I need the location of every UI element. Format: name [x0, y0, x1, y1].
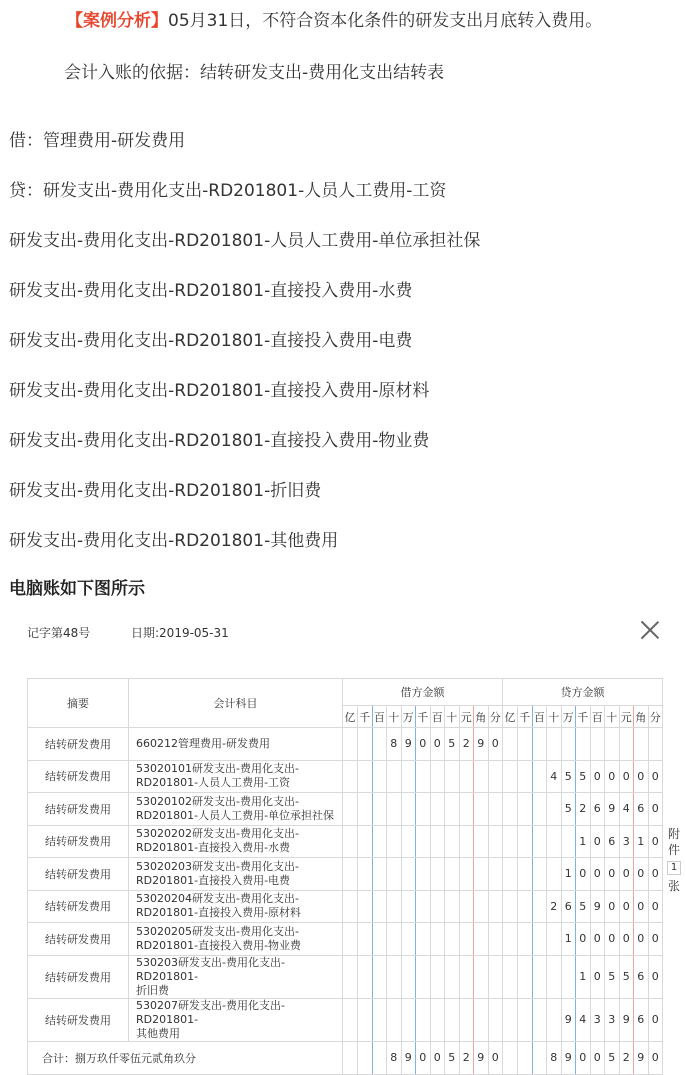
- journal-entry-credit: 研发支出-费用化支出-RD201801-直接投入费用-水费: [9, 281, 413, 301]
- credit-amount-digit: [561, 955, 576, 998]
- debit-amount-digit: [445, 998, 460, 1041]
- credit-amount-digit: [547, 923, 562, 956]
- credit-amount-digit: 0: [648, 858, 663, 891]
- row-summary: 结转研发费用: [28, 923, 129, 956]
- column-header-debit: 借方金额: [343, 679, 503, 706]
- debit-amount-digit: [488, 998, 503, 1041]
- credit-amount-digit: 2: [619, 1041, 634, 1074]
- credit-amount-digit: [547, 728, 562, 761]
- debit-amount-digit: [372, 1041, 387, 1074]
- credit-digit-unit-header: 十: [605, 706, 620, 728]
- credit-digit-unit-header: 万: [561, 706, 576, 728]
- credit-amount-digit: [518, 858, 533, 891]
- row-account: 660212管理费用-研发费用: [129, 728, 343, 761]
- debit-amount-digit: [430, 760, 445, 793]
- credit-amount-digit: 0: [576, 1041, 591, 1074]
- credit-amount-digit: 5: [576, 890, 591, 923]
- voucher-row[interactable]: [28, 760, 663, 793]
- debit-amount-digit: [387, 955, 402, 998]
- debit-amount-digit: 0: [488, 728, 503, 761]
- credit-amount-digit: 0: [590, 1041, 605, 1074]
- debit-amount-digit: [358, 825, 373, 858]
- debit-amount-digit: [372, 890, 387, 923]
- row-account: 53020203研发支出-费用化支出- RD201801-直接投入费用-电费: [129, 858, 343, 891]
- credit-amount-digit: 5: [605, 955, 620, 998]
- debit-amount-digit: [459, 858, 474, 891]
- credit-amount-digit: 6: [634, 955, 649, 998]
- credit-amount-digit: [561, 728, 576, 761]
- credit-amount-digit: [532, 890, 547, 923]
- credit-amount-digit: 2: [547, 890, 562, 923]
- credit-amount-digit: 0: [648, 825, 663, 858]
- debit-amount-digit: [488, 955, 503, 998]
- credit-amount-digit: 9: [561, 1041, 576, 1074]
- credit-amount-digit: [532, 1041, 547, 1074]
- column-header-credit: 贷方金额: [503, 679, 663, 706]
- debit-amount-digit: 5: [445, 1041, 460, 1074]
- credit-amount-digit: [547, 793, 562, 826]
- credit-amount-digit: 0: [648, 998, 663, 1041]
- credit-amount-digit: 0: [648, 923, 663, 956]
- row-summary: 结转研发费用: [28, 825, 129, 858]
- debit-amount-digit: [416, 955, 431, 998]
- debit-amount-digit: [474, 955, 489, 998]
- debit-digit-unit-header: 万: [401, 706, 416, 728]
- debit-digit-unit-header: 角: [474, 706, 489, 728]
- credit-amount-digit: [503, 858, 518, 891]
- debit-amount-digit: 0: [488, 1041, 503, 1074]
- credit-amount-digit: 1: [576, 825, 591, 858]
- credit-amount-digit: 9: [561, 998, 576, 1041]
- debit-digit-unit-header: 百: [372, 706, 387, 728]
- voucher-row[interactable]: [28, 923, 663, 956]
- credit-amount-digit: 0: [634, 760, 649, 793]
- credit-amount-digit: [605, 728, 620, 761]
- credit-amount-digit: 0: [605, 858, 620, 891]
- credit-amount-digit: 0: [605, 760, 620, 793]
- debit-amount-digit: [474, 923, 489, 956]
- credit-amount-digit: [532, 998, 547, 1041]
- voucher-row[interactable]: [28, 728, 663, 761]
- credit-amount-digit: [503, 793, 518, 826]
- credit-amount-digit: [503, 1041, 518, 1074]
- credit-amount-digit: [634, 728, 649, 761]
- debit-amount-digit: [474, 890, 489, 923]
- debit-amount-digit: 0: [430, 728, 445, 761]
- debit-amount-digit: [387, 890, 402, 923]
- debit-amount-digit: [474, 793, 489, 826]
- credit-digit-unit-header: 元: [619, 706, 634, 728]
- debit-amount-digit: [358, 998, 373, 1041]
- debit-digit-unit-header: 分: [488, 706, 503, 728]
- credit-amount-digit: 6: [634, 998, 649, 1041]
- credit-amount-digit: 1: [576, 955, 591, 998]
- row-summary: 结转研发费用: [28, 998, 129, 1041]
- credit-amount-digit: 0: [590, 923, 605, 956]
- voucher-row[interactable]: [28, 955, 663, 998]
- debit-digit-unit-header: 元: [459, 706, 474, 728]
- credit-amount-digit: [503, 825, 518, 858]
- journal-entry-credit: 贷：研发支出-费用化支出-RD201801-人员人工费用-工资: [9, 181, 447, 201]
- journal-entry-credit: 研发支出-费用化支出-RD201801-其他费用: [9, 531, 339, 551]
- debit-amount-digit: 8: [387, 1041, 402, 1074]
- credit-amount-digit: 9: [605, 793, 620, 826]
- credit-amount-digit: [532, 955, 547, 998]
- debit-amount-digit: [474, 825, 489, 858]
- credit-amount-digit: [518, 760, 533, 793]
- credit-amount-digit: [518, 923, 533, 956]
- column-header-summary: 摘要: [28, 679, 129, 728]
- debit-amount-digit: [416, 998, 431, 1041]
- debit-amount-digit: [343, 793, 358, 826]
- credit-amount-digit: 9: [590, 890, 605, 923]
- credit-digit-unit-header: 亿: [503, 706, 518, 728]
- debit-amount-digit: [401, 793, 416, 826]
- debit-amount-digit: [445, 793, 460, 826]
- debit-amount-digit: 5: [445, 728, 460, 761]
- debit-amount-digit: [401, 890, 416, 923]
- debit-amount-digit: [401, 825, 416, 858]
- credit-amount-digit: [576, 728, 591, 761]
- credit-amount-digit: 5: [619, 955, 634, 998]
- credit-amount-digit: [532, 825, 547, 858]
- credit-amount-digit: 0: [590, 955, 605, 998]
- credit-amount-digit: 0: [634, 923, 649, 956]
- credit-digit-unit-header: 百: [532, 706, 547, 728]
- debit-amount-digit: [358, 858, 373, 891]
- credit-amount-digit: 6: [605, 825, 620, 858]
- close-icon[interactable]: [640, 620, 660, 640]
- debit-amount-digit: 2: [459, 728, 474, 761]
- debit-amount-digit: 9: [474, 728, 489, 761]
- debit-amount-digit: [416, 760, 431, 793]
- debit-amount-digit: 9: [474, 1041, 489, 1074]
- row-account: 53020101研发支出-费用化支出- RD201801-人员人工费用-工资: [129, 760, 343, 793]
- credit-amount-digit: 6: [634, 793, 649, 826]
- debit-amount-digit: 2: [459, 1041, 474, 1074]
- credit-amount-digit: [532, 858, 547, 891]
- credit-amount-digit: [503, 923, 518, 956]
- debit-amount-digit: [358, 793, 373, 826]
- credit-amount-digit: 4: [619, 793, 634, 826]
- debit-amount-digit: [416, 858, 431, 891]
- debit-amount-digit: [372, 923, 387, 956]
- voucher-row[interactable]: [28, 998, 663, 1041]
- row-summary: 结转研发费用: [28, 728, 129, 761]
- row-summary: 结转研发费用: [28, 858, 129, 891]
- row-summary: 结转研发费用: [28, 760, 129, 793]
- credit-amount-digit: 0: [576, 858, 591, 891]
- column-header-account: 会计科目: [129, 679, 343, 728]
- credit-amount-digit: 0: [619, 858, 634, 891]
- credit-amount-digit: [503, 998, 518, 1041]
- debit-amount-digit: [416, 793, 431, 826]
- credit-amount-digit: [547, 825, 562, 858]
- debit-amount-digit: [343, 1041, 358, 1074]
- credit-amount-digit: 5: [605, 1041, 620, 1074]
- debit-amount-digit: [474, 760, 489, 793]
- row-account: 53020102研发支出-费用化支出- RD201801-人员人工费用-单位承担社保: [129, 793, 343, 826]
- credit-amount-digit: 0: [590, 825, 605, 858]
- attachment-count-input[interactable]: 1: [667, 861, 681, 875]
- debit-amount-digit: [358, 1041, 373, 1074]
- credit-amount-digit: 4: [547, 760, 562, 793]
- debit-digit-unit-header: 千: [358, 706, 373, 728]
- debit-amount-digit: [343, 825, 358, 858]
- debit-digit-unit-header: 亿: [343, 706, 358, 728]
- attachment-label-bottom: 张: [667, 879, 680, 893]
- credit-amount-digit: 8: [547, 1041, 562, 1074]
- credit-amount-digit: 6: [590, 793, 605, 826]
- credit-amount-digit: [518, 890, 533, 923]
- credit-amount-digit: [619, 728, 634, 761]
- credit-amount-digit: [547, 955, 562, 998]
- debit-amount-digit: [401, 998, 416, 1041]
- credit-amount-digit: 5: [561, 760, 576, 793]
- voucher-row[interactable]: [28, 890, 663, 923]
- credit-amount-digit: 9: [619, 998, 634, 1041]
- debit-amount-digit: 0: [416, 728, 431, 761]
- credit-amount-digit: [518, 728, 533, 761]
- debit-amount-digit: 9: [401, 728, 416, 761]
- total-label: 合计：捌万玖仟零伍元贰角玖分: [28, 1041, 343, 1074]
- credit-amount-digit: [518, 955, 533, 998]
- credit-amount-digit: 0: [619, 923, 634, 956]
- debit-amount-digit: [343, 923, 358, 956]
- debit-amount-digit: [343, 858, 358, 891]
- section-heading: 电脑账如下图所示: [9, 579, 145, 599]
- credit-digit-unit-header: 千: [576, 706, 591, 728]
- credit-amount-digit: [532, 760, 547, 793]
- debit-amount-digit: [416, 923, 431, 956]
- debit-amount-digit: [372, 760, 387, 793]
- debit-amount-digit: [401, 955, 416, 998]
- debit-amount-digit: [372, 858, 387, 891]
- debit-digit-unit-header: 十: [445, 706, 460, 728]
- debit-amount-digit: [387, 998, 402, 1041]
- debit-amount-digit: [430, 998, 445, 1041]
- voucher-number: 记字第48号: [27, 626, 91, 640]
- journal-entry-credit: 研发支出-费用化支出-RD201801-直接投入费用-电费: [9, 331, 413, 351]
- row-summary: 结转研发费用: [28, 793, 129, 826]
- debit-amount-digit: [343, 728, 358, 761]
- attachment-count: [666, 826, 682, 894]
- credit-amount-digit: 6: [561, 890, 576, 923]
- debit-amount-digit: [474, 858, 489, 891]
- debit-amount-digit: [401, 858, 416, 891]
- voucher-row[interactable]: [28, 793, 663, 826]
- credit-digit-unit-header: 分: [648, 706, 663, 728]
- credit-amount-digit: [532, 728, 547, 761]
- credit-amount-digit: 5: [576, 760, 591, 793]
- credit-amount-digit: 9: [634, 1041, 649, 1074]
- credit-amount-digit: [518, 793, 533, 826]
- credit-amount-digit: 0: [576, 923, 591, 956]
- journal-entry-credit: 研发支出-费用化支出-RD201801-折旧费: [9, 481, 322, 501]
- case-analysis-tag: 【案例分析】: [66, 11, 168, 31]
- debit-amount-digit: [430, 858, 445, 891]
- debit-amount-digit: [387, 760, 402, 793]
- debit-amount-digit: [343, 760, 358, 793]
- debit-amount-digit: [358, 890, 373, 923]
- debit-amount-digit: [387, 858, 402, 891]
- journal-entry-credit: 研发支出-费用化支出-RD201801-人员人工费用-单位承担社保: [9, 231, 481, 251]
- debit-amount-digit: [358, 923, 373, 956]
- voucher-total-row: [28, 1041, 663, 1074]
- credit-amount-digit: 0: [605, 890, 620, 923]
- debit-digit-unit-header: 千: [416, 706, 431, 728]
- debit-amount-digit: [372, 825, 387, 858]
- debit-amount-digit: [459, 760, 474, 793]
- voucher-row[interactable]: [28, 825, 663, 858]
- debit-amount-digit: [459, 793, 474, 826]
- credit-amount-digit: [503, 955, 518, 998]
- debit-amount-digit: [430, 825, 445, 858]
- debit-amount-digit: 8: [387, 728, 402, 761]
- attachment-label-top: 附: [667, 827, 680, 841]
- credit-digit-unit-header: 角: [634, 706, 649, 728]
- credit-amount-digit: [518, 825, 533, 858]
- credit-amount-digit: [561, 825, 576, 858]
- credit-amount-digit: [532, 793, 547, 826]
- credit-digit-unit-header: 十: [547, 706, 562, 728]
- credit-amount-digit: 3: [590, 998, 605, 1041]
- row-account: 530207研发支出-费用化支出-RD201801- 其他费用: [129, 998, 343, 1041]
- debit-amount-digit: [488, 890, 503, 923]
- voucher-row[interactable]: [28, 858, 663, 891]
- credit-amount-digit: [503, 890, 518, 923]
- credit-digit-unit-header: 千: [518, 706, 533, 728]
- row-account: 53020204研发支出-费用化支出- RD201801-直接投入费用-原材料: [129, 890, 343, 923]
- credit-amount-digit: 5: [561, 793, 576, 826]
- credit-amount-digit: 0: [590, 858, 605, 891]
- debit-amount-digit: [358, 728, 373, 761]
- credit-amount-digit: 3: [605, 998, 620, 1041]
- debit-amount-digit: [488, 923, 503, 956]
- debit-amount-digit: [401, 760, 416, 793]
- journal-entry-credit: 研发支出-费用化支出-RD201801-直接投入费用-物业费: [9, 431, 430, 451]
- credit-amount-digit: 1: [634, 825, 649, 858]
- credit-amount-digit: [518, 998, 533, 1041]
- debit-amount-digit: [445, 923, 460, 956]
- debit-amount-digit: [459, 825, 474, 858]
- case-analysis-line: [66, 6, 602, 31]
- debit-amount-digit: [445, 825, 460, 858]
- row-account: 53020205研发支出-费用化支出- RD201801-直接投入费用-物业费: [129, 923, 343, 956]
- credit-amount-digit: 0: [648, 793, 663, 826]
- debit-amount-digit: [372, 955, 387, 998]
- debit-amount-digit: [401, 923, 416, 956]
- credit-amount-digit: [503, 760, 518, 793]
- credit-amount-digit: 0: [648, 760, 663, 793]
- debit-amount-digit: [445, 858, 460, 891]
- credit-amount-digit: 0: [605, 923, 620, 956]
- credit-amount-digit: [532, 923, 547, 956]
- credit-amount-digit: [648, 728, 663, 761]
- debit-amount-digit: [387, 793, 402, 826]
- debit-amount-digit: [372, 793, 387, 826]
- credit-amount-digit: 3: [619, 825, 634, 858]
- debit-amount-digit: [445, 760, 460, 793]
- debit-amount-digit: [430, 793, 445, 826]
- debit-amount-digit: [459, 998, 474, 1041]
- row-account: 530203研发支出-费用化支出-RD201801- 折旧费: [129, 955, 343, 998]
- debit-amount-digit: [488, 858, 503, 891]
- debit-amount-digit: [387, 825, 402, 858]
- credit-digit-unit-header: 百: [590, 706, 605, 728]
- credit-amount-digit: 0: [648, 890, 663, 923]
- debit-amount-digit: [343, 955, 358, 998]
- credit-amount-digit: 0: [619, 890, 634, 923]
- row-summary: 结转研发费用: [28, 955, 129, 998]
- debit-amount-digit: [430, 890, 445, 923]
- credit-amount-digit: [518, 1041, 533, 1074]
- journal-entry-debit: 借：管理费用-研发费用: [9, 131, 186, 151]
- voucher-date: 日期:2019-05-31: [131, 626, 229, 640]
- debit-digit-unit-header: 十: [387, 706, 402, 728]
- debit-digit-unit-header: 百: [430, 706, 445, 728]
- debit-amount-digit: [488, 760, 503, 793]
- debit-amount-digit: [430, 923, 445, 956]
- attachment-label-mid: 件: [667, 843, 680, 857]
- credit-amount-digit: [590, 728, 605, 761]
- credit-amount-digit: 0: [634, 858, 649, 891]
- debit-amount-digit: [430, 955, 445, 998]
- debit-amount-digit: 9: [401, 1041, 416, 1074]
- debit-amount-digit: [416, 825, 431, 858]
- accounting-basis: 会计入账的依据：结转研发支出-费用化支出结转表: [64, 63, 445, 83]
- debit-amount-digit: [445, 955, 460, 998]
- voucher-table: [27, 678, 663, 1075]
- credit-amount-digit: 1: [561, 858, 576, 891]
- credit-amount-digit: [547, 998, 562, 1041]
- row-account: 53020202研发支出-费用化支出- RD201801-直接投入费用-水费: [129, 825, 343, 858]
- row-summary: 结转研发费用: [28, 890, 129, 923]
- debit-amount-digit: [387, 923, 402, 956]
- debit-amount-digit: [459, 923, 474, 956]
- credit-amount-digit: 0: [648, 955, 663, 998]
- credit-amount-digit: [503, 728, 518, 761]
- debit-amount-digit: [488, 793, 503, 826]
- credit-amount-digit: 0: [619, 760, 634, 793]
- credit-amount-digit: 1: [561, 923, 576, 956]
- credit-amount-digit: 4: [576, 998, 591, 1041]
- debit-amount-digit: [358, 955, 373, 998]
- debit-amount-digit: [459, 890, 474, 923]
- debit-amount-digit: [445, 890, 460, 923]
- credit-amount-digit: 0: [634, 890, 649, 923]
- credit-amount-digit: 0: [590, 760, 605, 793]
- debit-amount-digit: [372, 998, 387, 1041]
- journal-entry-credit: 研发支出-费用化支出-RD201801-直接投入费用-原材料: [9, 381, 430, 401]
- debit-amount-digit: [372, 728, 387, 761]
- debit-amount-digit: [488, 825, 503, 858]
- credit-amount-digit: 2: [576, 793, 591, 826]
- credit-amount-digit: 0: [648, 1041, 663, 1074]
- debit-amount-digit: [416, 890, 431, 923]
- debit-amount-digit: [459, 955, 474, 998]
- credit-amount-digit: [547, 858, 562, 891]
- debit-amount-digit: 0: [430, 1041, 445, 1074]
- debit-amount-digit: 0: [416, 1041, 431, 1074]
- debit-amount-digit: [343, 998, 358, 1041]
- debit-amount-digit: [358, 760, 373, 793]
- debit-amount-digit: [474, 998, 489, 1041]
- case-analysis-text: 05月31日，不符合资本化条件的研发支出月底转入费用。: [168, 11, 603, 31]
- debit-amount-digit: [343, 890, 358, 923]
